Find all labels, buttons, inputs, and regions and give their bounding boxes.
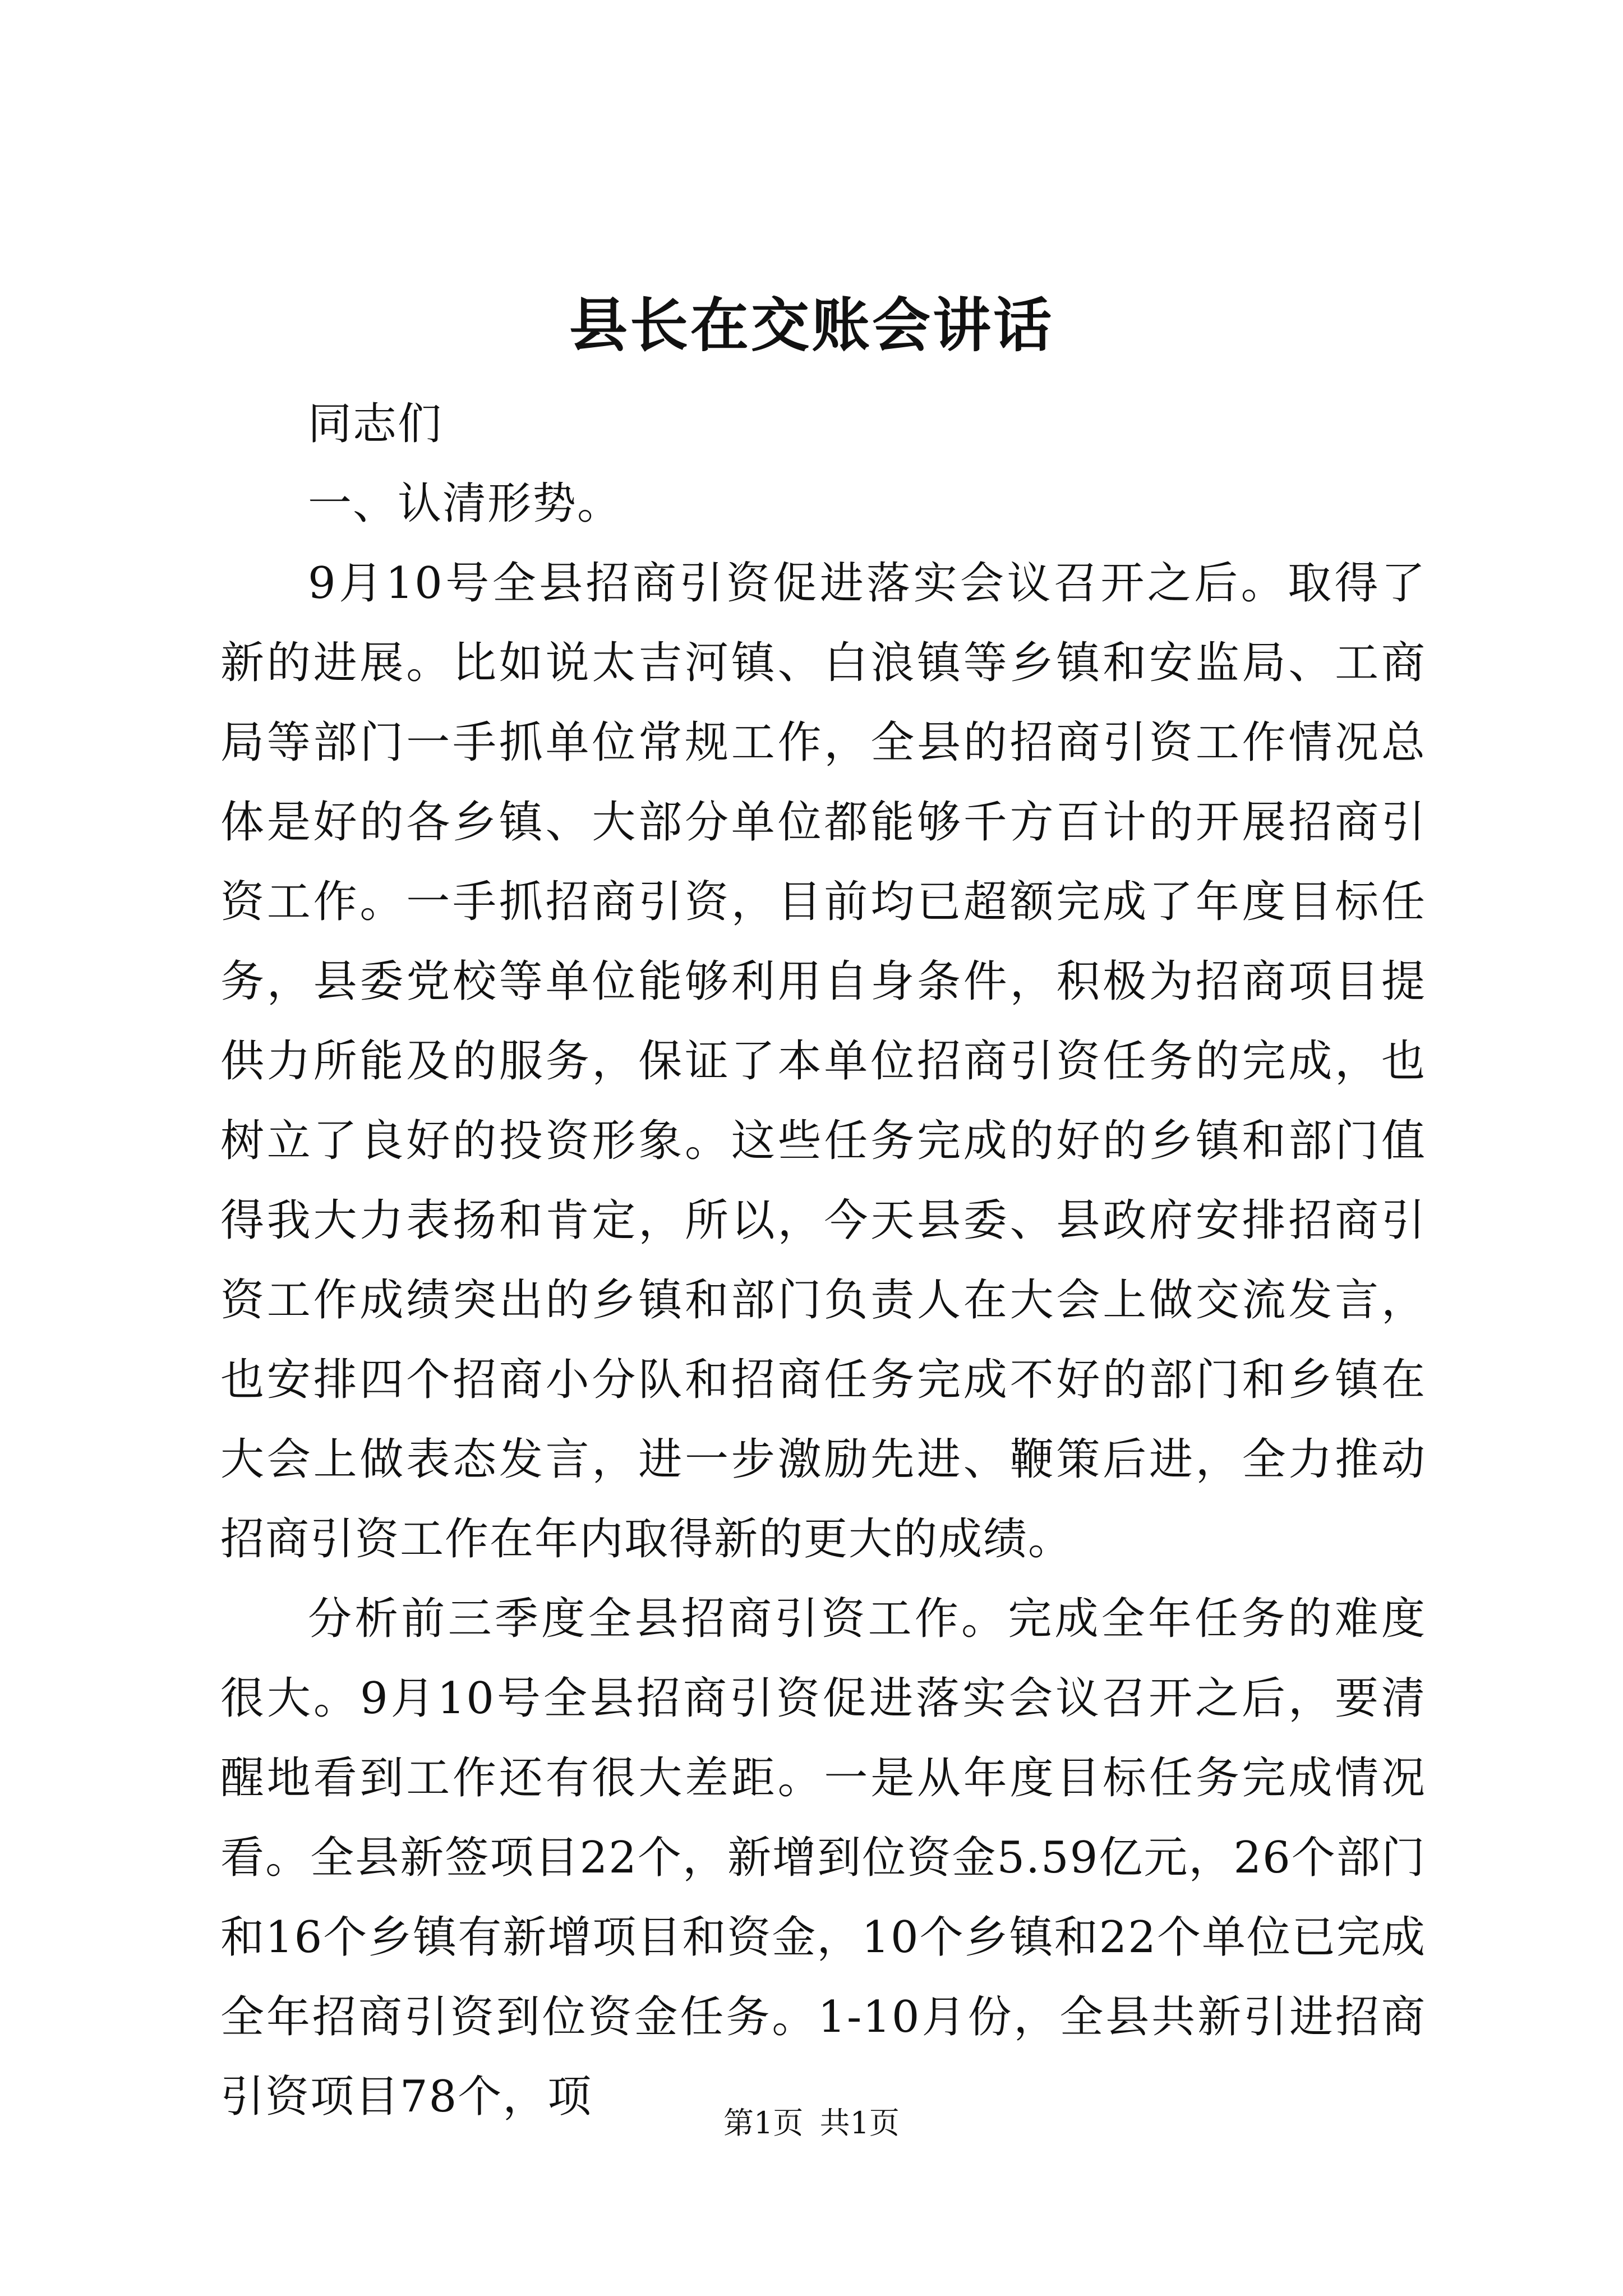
page-footer [0,2101,1623,2146]
document-title: 县长在交账会讲话 [569,291,1054,360]
body-paragraph-analysis: 分析前三季度全县招商引资工作。完成全年任务的难度很大。9月10号全县招商引资促进落实会议召开之后，要清醒地看到工作还有很大差距。一是从年度目标任务完成情况看。全县新签项目22个，新增到位资金5.59亿元，26个部门和16个乡镇有新增项目和资金，10个乡镇和22个单位已完成全年招商引资到位资金任务。1-10月份，全县共新引进招商引资项目78个，项 [220,1594,1426,2122]
document-body [220,384,1426,2137]
body-paragraph-progress: 9月10号全县招商引资促进落实会议召开之后。取得了新的进展。比如说太吉河镇、白浪镇等乡镇和安监局、工商局等部门一手抓单位常规工作，全县的招商引资工作情况总体是好的各乡镇、大部分单位都能够千方百计的开展招商引资工作。一手抓招商引资，目前均已超额完成了年度目标任务，县委党校等单位能够利用自身条件，积极为招商项目提供力所能及的服务，保证了本单位招商引资任务的完成，也树立了良好的投资形象。这些任务完成的好的乡镇和部门值得我大力表扬和肯定，所以，今天县委、县政府安排招商引资工作成绩突出的乡镇和部门负责人在大会上做交流发言，也安排四个招商小分队和招商任务完成不好的部门和乡镇在大会上做表态发言，进一步激励先进、鞭策后进，全力推动招商引资工作在年内取得新的更大的成绩。 [220,558,1426,1565]
page-number: 第1页 [723,2105,804,2141]
salutation-paragraph: 同志们 [308,399,443,449]
page-total: 共1页 [819,2105,900,2141]
section-heading-paragraph: 一、认清形势。 [308,478,623,529]
